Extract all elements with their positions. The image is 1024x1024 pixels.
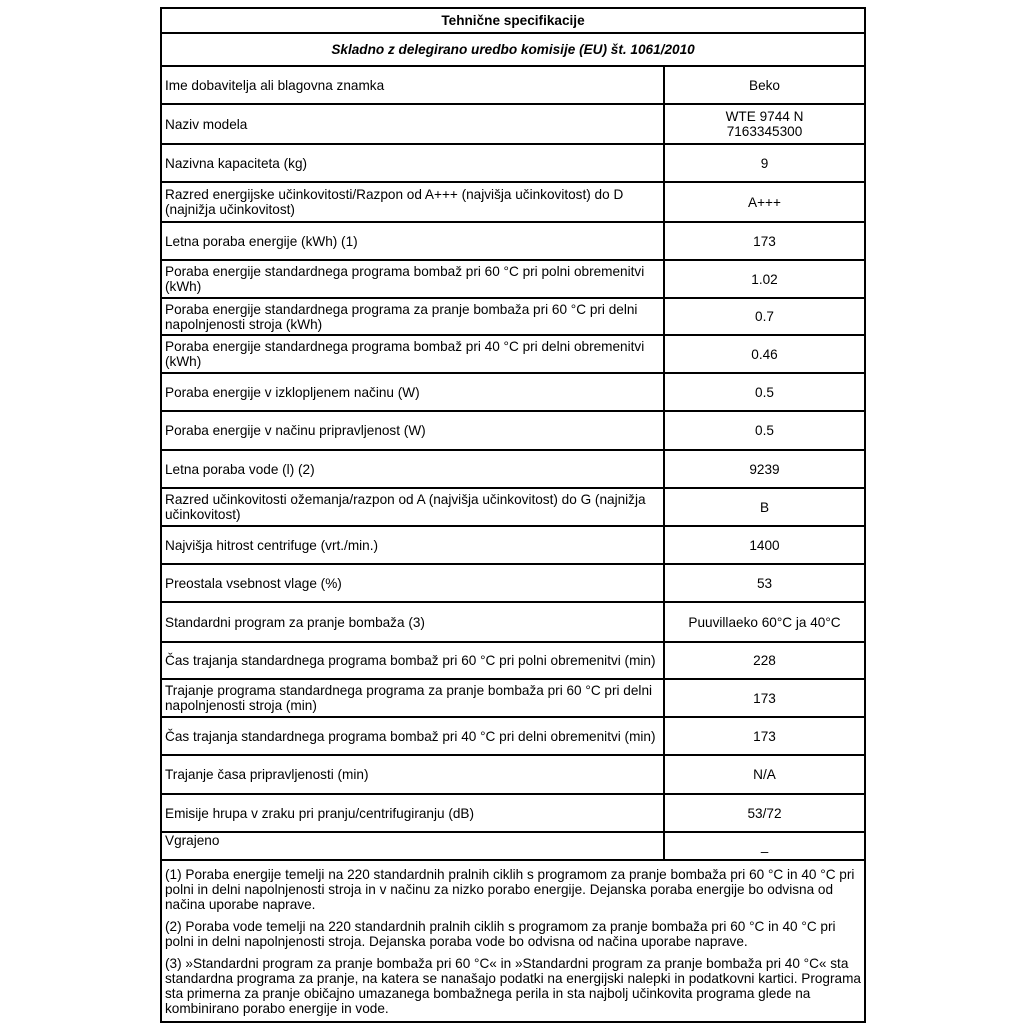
- row-label: Standardni program za pranje bombaža (3): [161, 602, 664, 642]
- row-label: Trajanje programa standardnega programa za pranje bombaža pri 60 °C pri delni napolnjenosti stroja (min): [161, 679, 664, 717]
- table-row: [161, 298, 865, 335]
- row-value: 1.02: [664, 260, 865, 298]
- footnotes: [161, 860, 865, 1022]
- table-row: [161, 104, 865, 144]
- row-label: Trajanje časa pripravljenosti (min): [161, 755, 664, 794]
- row-label: Poraba energije standardnega programa bombaž pri 40 °C pri delni obremenitvi (kWh): [161, 335, 664, 373]
- row-value: 9: [664, 144, 865, 182]
- row-value: 1400: [664, 526, 865, 564]
- row-value: Puuvillaeko 60°C ja 40°C: [664, 602, 865, 642]
- table-row: [161, 373, 865, 411]
- row-label: Poraba energije standardnega programa bombaž pri 60 °C pri polni obremenitvi (kWh): [161, 260, 664, 298]
- row-value: 53: [664, 564, 865, 602]
- table-subtitle: Skladno z delegirano uredbo komisije (EU) št. 1061/2010: [161, 33, 865, 66]
- row-label: Najvišja hitrost centrifuge (vrt./min.): [161, 526, 664, 564]
- subtitle-row: [161, 33, 865, 66]
- row-value: 173: [664, 222, 865, 260]
- table-row: [161, 755, 865, 794]
- row-label: Vgrajeno: [161, 832, 664, 860]
- row-value: 0.5: [664, 411, 865, 450]
- row-label: Ime dobavitelja ali blagovna znamka: [161, 66, 664, 104]
- row-value: [664, 104, 865, 144]
- row-value: 53/72: [664, 794, 865, 832]
- table-row: [161, 642, 865, 679]
- row-value: B: [664, 488, 865, 526]
- row-label: Nazivna kapaciteta (kg): [161, 144, 664, 182]
- table-row: [161, 488, 865, 526]
- row-value: 173: [664, 679, 865, 717]
- table-row: [161, 260, 865, 298]
- model-number: 7163345300: [726, 124, 803, 139]
- table-row: [161, 222, 865, 260]
- table-row: [161, 144, 865, 182]
- row-value: 228: [664, 642, 865, 679]
- row-label: Poraba energije v izklopljenem načinu (W): [161, 373, 664, 411]
- row-label: Razred učinkovitosti ožemanja/razpon od A (najvišja učinkovitost) do G (najnižja učinkovitost): [161, 488, 664, 526]
- table-row: [161, 794, 865, 832]
- row-label: Poraba energije standardnega programa za pranje bombaža pri 60 °C pri delni napolnjenosti stroja (kWh): [161, 298, 664, 335]
- spec-table: [160, 7, 866, 1023]
- table-row: [161, 182, 865, 222]
- row-value: –: [664, 832, 865, 860]
- table-row: [161, 66, 865, 104]
- row-value: N/A: [664, 755, 865, 794]
- footnote: (1) Poraba energije temelji na 220 standardnih pralnih ciklih s programom za pranje bombaža pri 60 °C in 40 °C pri polni in delni napolnjenosti stroja in v načinu za nizko porabo energije. Dejanska poraba energije bo odvisna od načina uporabe naprave.: [165, 866, 855, 912]
- row-label: Letna poraba vode (l) (2): [161, 450, 664, 488]
- table-row: [161, 335, 865, 373]
- row-value: 9239: [664, 450, 865, 488]
- table-row: [161, 526, 865, 564]
- row-value: A+++: [664, 182, 865, 222]
- row-label: Naziv modela: [161, 104, 664, 144]
- row-label: Letna poraba energije (kWh) (1): [161, 222, 664, 260]
- row-label: Čas trajanja standardnega programa bombaž pri 60 °C pri polni obremenitvi (min): [161, 642, 664, 679]
- table-row: [161, 564, 865, 602]
- table-row: [161, 832, 865, 860]
- footnote: (2) Poraba vode temelji na 220 standardnih pralnih ciklih s programom za pranje bombaža pri 60 °C in 40 °C pri polni in delni napolnjenosti stroja. Dejanska poraba vode bo odvisna od načina uporabe naprave.: [165, 918, 836, 949]
- row-value: 0.5: [664, 373, 865, 411]
- table-row: [161, 411, 865, 450]
- footnotes-row: [161, 860, 865, 1022]
- table-row: [161, 450, 865, 488]
- table-title: Tehnične specifikacije: [161, 8, 865, 33]
- row-value: Beko: [664, 66, 865, 104]
- row-label: Čas trajanja standardnega programa bombaž pri 40 °C pri delni obremenitvi (min): [161, 717, 664, 755]
- table-row: [161, 717, 865, 755]
- footnote: (3) »Standardni program za pranje bombaža pri 60 °C« in »Standardni program za pranje bombaža pri 40 °C« sta standardna programa za pranje, na katera se nanašajo podatki na energijski nalepki in podatkovni kartici. Programa sta primerna za pranje običajno umazanega bombažnega perila in sta najbolj učinkovita programa glede na kombinirano porabo energije in vode.: [165, 955, 861, 1016]
- title-row: [161, 8, 865, 33]
- model-name: WTE 9744 N: [725, 109, 804, 124]
- table-row: [161, 679, 865, 717]
- row-label: Razred energijske učinkovitosti/Razpon od A+++ (najvišja učinkovitost) do D (najnižja učinkovitost): [161, 182, 664, 222]
- row-value: 0.46: [664, 335, 865, 373]
- table-row: [161, 602, 865, 642]
- row-value: 173: [664, 717, 865, 755]
- row-label: Emisije hrupa v zraku pri pranju/centrifugiranju (dB): [161, 794, 664, 832]
- row-value: 0.7: [664, 298, 865, 335]
- row-label: Preostala vsebnost vlage (%): [161, 564, 664, 602]
- row-label: Poraba energije v načinu pripravljenost (W): [161, 411, 664, 450]
